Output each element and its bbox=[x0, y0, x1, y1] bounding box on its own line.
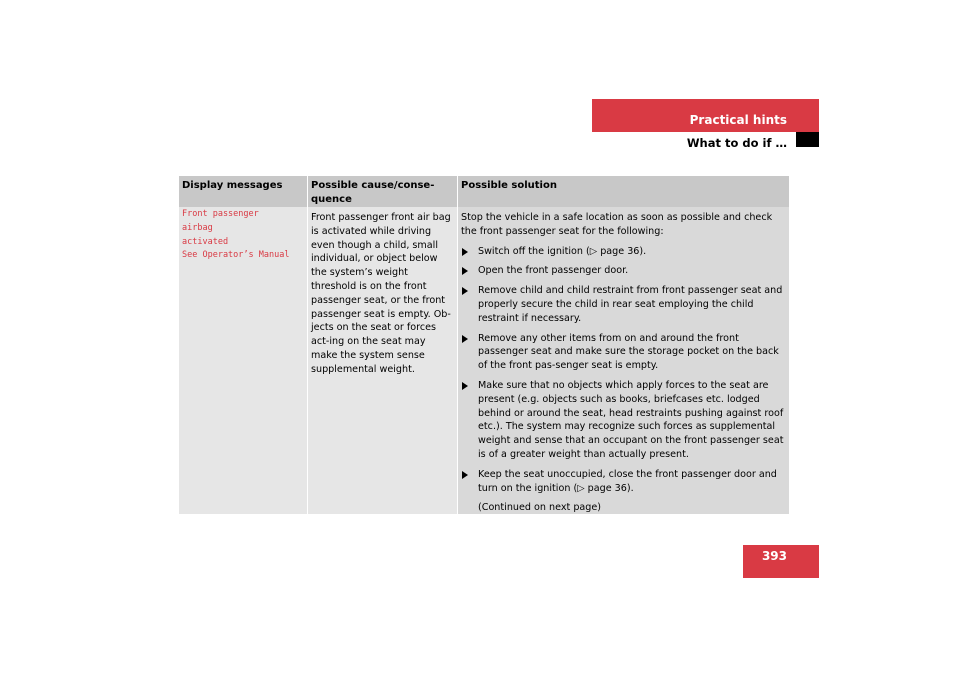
solution-step-text: Open the front passenger door. bbox=[478, 265, 629, 277]
column-display-messages bbox=[179, 176, 308, 514]
section-header-bar bbox=[592, 99, 819, 132]
bullet-arrow-icon bbox=[462, 287, 468, 295]
page-number-box bbox=[743, 545, 819, 578]
header-possible-solution: Possible solution bbox=[458, 176, 789, 207]
display-message-cell bbox=[179, 207, 308, 514]
solution-step-text: Remove child and child restraint from front passenger seat and properly secure the child in rear seat employing the child restraint if necessary. bbox=[478, 285, 783, 324]
display-messages-table bbox=[179, 176, 789, 514]
bullet-arrow-icon bbox=[462, 382, 468, 390]
solution-step-text: Make sure that no objects which apply forces to the seat are present (e.g. objects such as books, briefcases etc. lodged behind or around the seat, head restraints pushing against roof etc.). The system may recognize such forces as supplemental weight and sense that an occupant on the front passenger seat is of a greater weight than actually present. bbox=[478, 379, 784, 460]
solution-step bbox=[461, 468, 789, 496]
section-title: Practical hints bbox=[689, 113, 787, 127]
solution-cell bbox=[458, 207, 789, 514]
header-display-messages: Display messages bbox=[179, 176, 308, 207]
display-message-line: Front passenger bbox=[182, 209, 259, 219]
solution-step-text: Switch off the ignition (▷ page 36). bbox=[478, 245, 647, 257]
header-marker bbox=[796, 132, 819, 147]
bullet-arrow-icon bbox=[462, 267, 468, 275]
display-message-line: See Operator’s Manual bbox=[182, 250, 290, 261]
solution-step bbox=[461, 284, 789, 325]
cause-cell bbox=[308, 207, 458, 514]
cause-text: Front passenger front air bag is activated while driving even though a child, small individual, or object below the system’s weight threshold is on the front passenger seat, or the front passenger seat is empty. Ob-jects on the seat or forces act-ing on the seat may make the system sense supplemental weight. bbox=[311, 212, 451, 375]
solution-step-text: Keep the seat unoccupied, close the front passenger door and turn on the ignition (▷ page 36). bbox=[478, 468, 777, 494]
bullet-arrow-icon bbox=[462, 471, 468, 479]
column-possible-cause bbox=[308, 176, 458, 514]
solution-intro: Stop the vehicle in a safe location as soon as possible and check the front passenger seat for the following: bbox=[461, 212, 773, 237]
solution-step bbox=[461, 379, 789, 462]
solution-step bbox=[461, 245, 789, 259]
header-possible-cause bbox=[308, 176, 458, 207]
header-possible-cause-text: Possible cause/conse- quence bbox=[311, 180, 435, 205]
column-possible-solution bbox=[458, 176, 789, 514]
solution-step bbox=[461, 264, 789, 278]
continued-note: (Continued on next page) bbox=[478, 502, 602, 514]
display-message-line: activated bbox=[182, 236, 229, 247]
solution-step-text: Remove any other items from on and around the front passenger seat and make sure the storage pocket on the back of the front pas-senger seat is empty. bbox=[478, 332, 779, 372]
page-number: 393 bbox=[761, 549, 787, 563]
bullet-arrow-icon bbox=[462, 335, 468, 343]
solution-step bbox=[461, 332, 789, 373]
subsection-title: What to do if … bbox=[686, 136, 787, 150]
bullet-arrow-icon bbox=[462, 248, 468, 256]
display-message-line: airbag bbox=[182, 222, 213, 233]
